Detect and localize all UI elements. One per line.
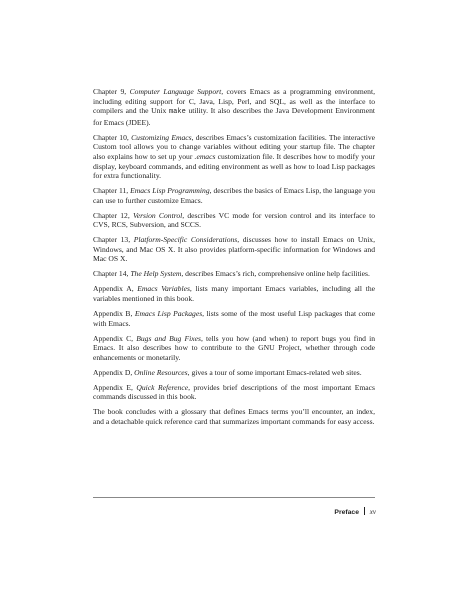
text-run: Chapter 13, (93, 235, 134, 245)
text-run: The book concludes with a glossary that defines Emacs terms you’ll encounter, an index, and a detachable quick reference card that summarizes important commands for easy access. (93, 407, 375, 426)
emphasis-text: Quick Reference (136, 382, 189, 392)
text-run: Appendix A, (93, 284, 138, 294)
text-run: Appendix D, (93, 367, 135, 377)
text-run: , describes Emacs’s rich, comprehensive online help facilities. (181, 269, 370, 279)
text-run: Chapter 12, (93, 210, 133, 220)
text-run: , discusses how to install Emacs on Unix, Windows, and Mac OS X. It also provides platform-specific information for Windows and Mac OS X. (93, 235, 375, 264)
text-run: , covers Emacs as a programming environment, including editing support for C, Java, Lisp, Perl, and SQL, as well as the interface to compilers and the Unix (93, 87, 375, 116)
paragraph (93, 368, 375, 378)
paragraph (93, 334, 375, 363)
emphasis-text: Emacs Lisp Packages (134, 309, 203, 319)
emphasis-text: Customizing Emacs (131, 132, 192, 142)
emphasis-text: Version Control (132, 210, 183, 220)
emphasis-text: Bugs and Bug Fixes (136, 333, 201, 343)
emphasis-text: Emacs Variables (137, 284, 190, 294)
paragraph (93, 133, 375, 181)
text-run: , describes Emacs’s customization facilities. The interactive Custom tool allows you to change variables without editing your startup file. The chapter also explains how to set up your (93, 132, 376, 161)
text-run: Appendix C, (93, 333, 137, 343)
text-run: Chapter 9, (93, 87, 130, 96)
body-text (93, 87, 375, 432)
text-run: utility. It also describes the Java Development Environment for Emacs (JDEE). (93, 106, 375, 127)
text-run: , lists some of the most useful Lisp packages that come with Emacs. (93, 309, 375, 328)
text-run: , describes VC mode for version control and its interface to CVS, RCS, Subversion, and SCCS. (93, 210, 375, 230)
paragraph (93, 309, 375, 328)
paragraph (93, 407, 375, 426)
text-run: Appendix B, (93, 309, 135, 319)
page-number: xv (369, 508, 376, 516)
paragraph (93, 186, 375, 205)
text-run: Chapter 11, (93, 186, 131, 196)
text-run: , lists many important Emacs variables, including all the variables mentioned in this book. (93, 284, 375, 304)
code-text: make (168, 108, 186, 117)
text-run: Chapter 10, (93, 132, 132, 142)
text-run: Appendix E, (93, 382, 137, 392)
text-run: , tells you how (and when) to report bugs you find in Emacs. It also describes how to contribute to the GNU Project, whether through code enhancements or monetarily. (93, 333, 375, 362)
footer-rule (93, 497, 375, 498)
text-run: customization file. It describes how to modify your display, keyboard commands, and editing environment as well as how to load Lisp packages for extra functionality. (93, 151, 375, 181)
emphasis-text: .emacs (194, 151, 216, 161)
emphasis-text: Computer Language Support (129, 87, 222, 96)
emphasis-text: Platform-Specific Considerations (133, 235, 238, 245)
footer-section-title: Preface (334, 509, 359, 516)
emphasis-text: The Help System (130, 269, 182, 279)
text-run: , describes the basics of Emacs Lisp, the language you can use to further customize Emacs. (93, 186, 375, 205)
text-run: , provides brief descriptions of the most important Emacs commands discussed in this book. (93, 382, 375, 402)
page-footer (334, 507, 376, 517)
footer-separator (364, 507, 365, 515)
text-run: Chapter 14, (93, 269, 131, 279)
paragraph (93, 235, 375, 264)
emphasis-text: Emacs Lisp Programming (130, 186, 210, 196)
paragraph (93, 269, 375, 279)
paragraph (93, 383, 375, 402)
paragraph (93, 87, 375, 127)
emphasis-text: Online Resources (134, 367, 188, 377)
paragraph (93, 211, 375, 230)
paragraph (93, 284, 375, 303)
text-run: , gives a tour of some important Emacs-related web sites. (187, 367, 362, 377)
